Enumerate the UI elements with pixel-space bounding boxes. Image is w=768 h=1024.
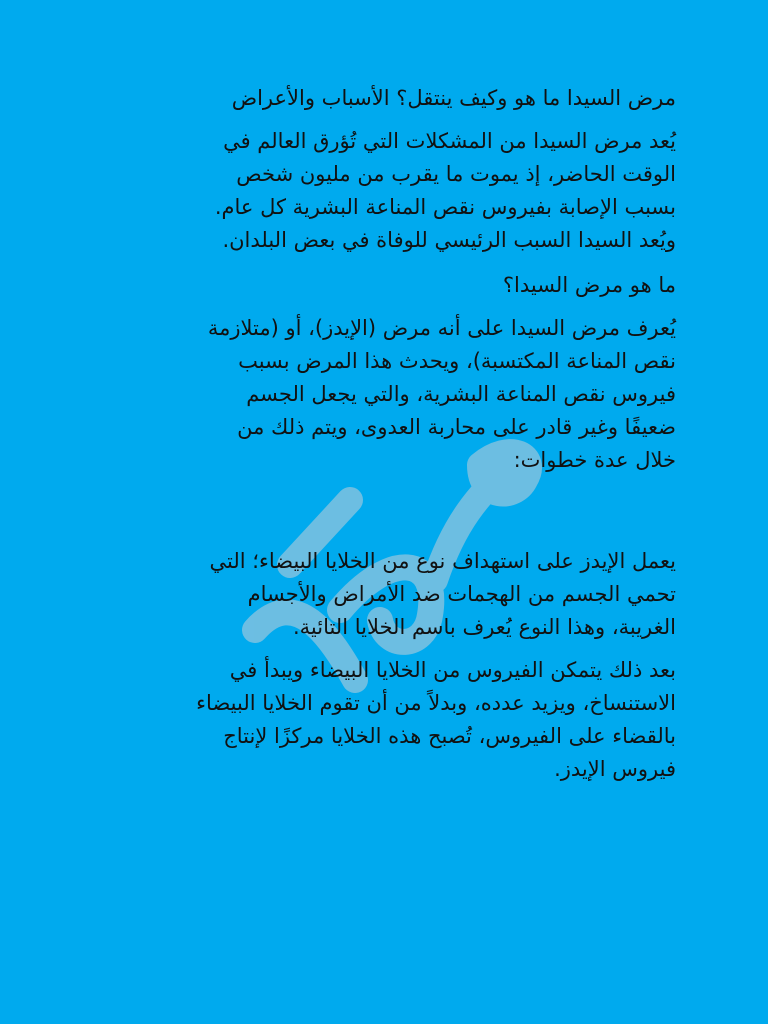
section-question: ما هو مرض السيدا؟ (502, 273, 676, 297)
step-paragraph-1: يعمل الإيدز على استهداف نوع من الخلايا البيضاء؛ التي تحمي الجسم من الهجمات ضد الأمراض والأجسام الغريبة، وهذا النوع يُعرف باسم الخلايا التائية. (209, 549, 676, 639)
step-paragraph-2: بعد ذلك يتمكن الفيروس من الخلايا البيضاء ويبدأ في الاستنساخ، ويزيد عدده، وبدلاً من أن تقوم الخلايا البيضاء بالقضاء على الفيروس، تُصبح هذه الخلايا مركزًا لإنتاج فيروس الإيدز. (196, 658, 676, 781)
article-title: مرض السيدا ما هو وكيف ينتقل؟ الأسباب والأعراض (231, 86, 676, 110)
intro-paragraph: يُعد مرض السيدا من المشكلات التي تُؤرق العالم في الوقت الحاضر، إذ يموت ما يقرب من مليون شخص بسبب الإصابة بفيروس نقص المناعة البشرية كل عام. ويُعد السيدا السبب الرئيسي للوفاة في بعض البلدان. (214, 129, 676, 252)
definition-paragraph: يُعرف مرض السيدا على أنه مرض (الإيدز)، أو (متلازمة نقص المناعة المكتسبة)، ويحدث هذا المرض بسبب فيروس نقص المناعة البشرية، والتي يجعل الجسم ضعيفًا وغير قادر على محاربة العدوى، ويتم ذلك من خلال عدة خطوات: (207, 316, 676, 472)
article (190, 82, 676, 786)
